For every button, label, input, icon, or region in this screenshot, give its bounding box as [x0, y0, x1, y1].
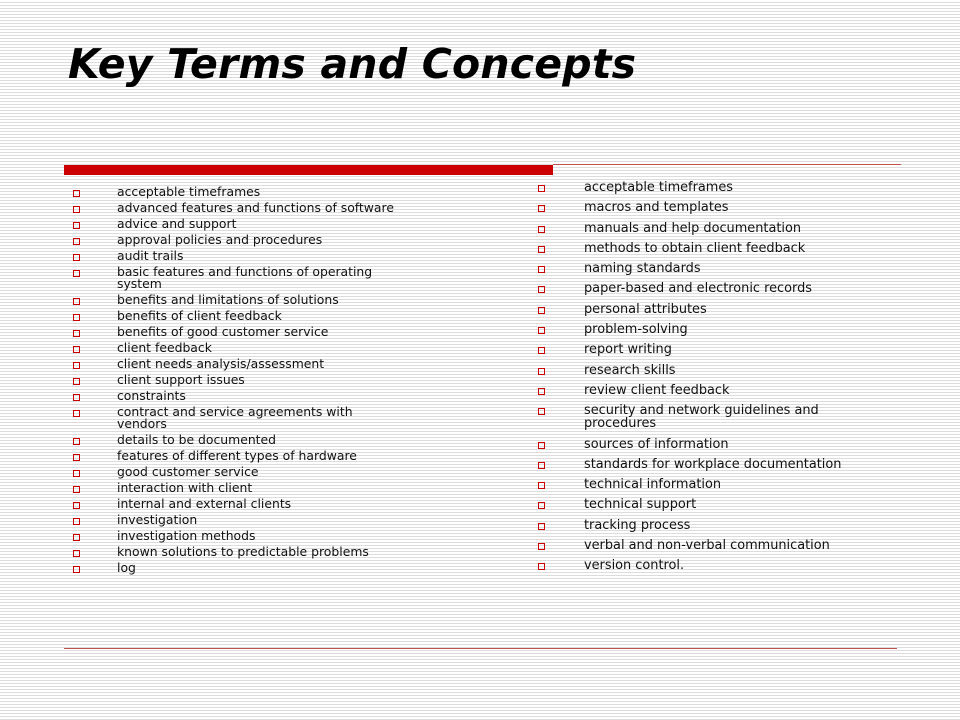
term-list-item	[70, 342, 405, 354]
term-text: approval policies and procedures	[117, 232, 323, 247]
term-text: standards for workplace documentation	[584, 456, 842, 472]
square-bullet-icon	[73, 238, 80, 245]
term-text: known solutions to predictable problems	[117, 544, 369, 559]
square-bullet-icon	[73, 566, 80, 573]
term-text: methods to obtain client feedback	[584, 240, 806, 256]
term-list-item	[536, 438, 881, 451]
square-bullet-icon	[538, 388, 545, 395]
term-list-item	[536, 384, 881, 397]
term-text: features of different types of hardware	[117, 448, 357, 463]
term-list-item	[70, 466, 405, 478]
square-bullet-icon	[73, 270, 80, 277]
term-text: details to be documented	[117, 432, 277, 447]
term-text: report writing	[584, 342, 672, 358]
term-list-item	[536, 343, 881, 356]
term-text: macros and templates	[584, 200, 729, 216]
square-bullet-icon	[73, 394, 80, 401]
term-list-item	[70, 310, 405, 322]
term-text: tracking process	[584, 517, 691, 533]
term-list-item	[70, 326, 405, 338]
square-bullet-icon	[538, 482, 545, 489]
term-list-item	[536, 404, 881, 430]
term-list-item	[536, 323, 881, 336]
term-list-item	[70, 202, 405, 214]
square-bullet-icon	[73, 190, 80, 197]
term-list-item	[70, 234, 405, 246]
square-bullet-icon	[73, 438, 80, 445]
square-bullet-icon	[73, 346, 80, 353]
square-bullet-icon	[538, 523, 545, 530]
square-bullet-icon	[538, 462, 545, 469]
term-list-item	[536, 303, 881, 316]
term-text: basic features and functions of operating system	[117, 264, 373, 291]
square-bullet-icon	[73, 254, 80, 261]
square-bullet-icon	[538, 266, 545, 273]
term-text: research skills	[584, 362, 676, 378]
slide-title: Key Terms and Concepts	[68, 40, 637, 88]
term-list-item	[70, 294, 405, 306]
square-bullet-icon	[538, 502, 545, 509]
square-bullet-icon	[538, 205, 545, 212]
square-bullet-icon	[73, 518, 80, 525]
square-bullet-icon	[73, 502, 80, 509]
term-text: acceptable timeframes	[584, 180, 733, 195]
square-bullet-icon	[538, 307, 545, 314]
square-bullet-icon	[538, 185, 545, 192]
term-text: verbal and non-verbal communication	[584, 538, 830, 554]
term-list-item	[536, 262, 881, 275]
term-list-item	[536, 478, 881, 491]
term-list-item	[536, 181, 881, 194]
term-list-item	[536, 519, 881, 532]
square-bullet-icon	[538, 442, 545, 449]
term-list-item	[536, 498, 881, 511]
term-text: client feedback	[117, 340, 212, 355]
square-bullet-icon	[538, 327, 545, 334]
term-list-item	[70, 482, 405, 494]
square-bullet-icon	[538, 246, 545, 253]
term-text: benefits and limitations of solutions	[117, 292, 339, 307]
term-list-item	[70, 218, 405, 230]
term-list-item	[70, 562, 405, 574]
term-text: advice and support	[117, 216, 237, 231]
term-list-item	[70, 358, 405, 370]
square-bullet-icon	[538, 408, 545, 415]
term-text: benefits of client feedback	[117, 308, 282, 323]
term-text: good customer service	[117, 464, 259, 479]
term-text: version control.	[584, 558, 685, 574]
term-text: paper-based and electronic records	[584, 281, 812, 297]
term-text: sources of information	[584, 436, 729, 452]
term-list-item	[70, 250, 405, 262]
square-bullet-icon	[538, 347, 545, 354]
term-text: interaction with client	[117, 480, 253, 495]
square-bullet-icon	[73, 222, 80, 229]
term-list-item	[536, 559, 881, 572]
term-text: investigation	[117, 512, 198, 527]
square-bullet-icon	[73, 470, 80, 477]
term-list-item	[70, 450, 405, 462]
term-list-item	[70, 514, 405, 526]
square-bullet-icon	[73, 314, 80, 321]
term-text: benefits of good customer service	[117, 324, 329, 339]
term-text: client support issues	[117, 372, 245, 387]
square-bullet-icon	[538, 286, 545, 293]
square-bullet-icon	[73, 534, 80, 541]
square-bullet-icon	[73, 486, 80, 493]
square-bullet-icon	[73, 362, 80, 369]
right-terms-list	[536, 181, 881, 580]
term-list-item	[70, 374, 405, 386]
term-text: acceptable timeframes	[117, 184, 261, 199]
square-bullet-icon	[538, 368, 545, 375]
term-text: internal and external clients	[117, 496, 292, 511]
term-list-item	[70, 546, 405, 558]
term-text: investigation methods	[117, 528, 256, 543]
term-text: technical information	[584, 477, 722, 493]
term-list-item	[536, 364, 881, 377]
square-bullet-icon	[73, 206, 80, 213]
term-text: contract and service agreements with vendors	[117, 404, 353, 431]
bottom-divider-line	[64, 648, 897, 649]
term-text: naming standards	[584, 261, 701, 277]
square-bullet-icon	[73, 298, 80, 305]
term-text: constraints	[117, 388, 186, 403]
term-text: log	[117, 560, 136, 575]
square-bullet-icon	[538, 563, 545, 570]
square-bullet-icon	[73, 454, 80, 461]
term-list-item	[536, 282, 881, 295]
term-text: problem-solving	[584, 322, 688, 338]
title-underline-bar	[64, 165, 553, 175]
term-list-item	[70, 406, 405, 430]
top-divider-line	[553, 164, 901, 165]
square-bullet-icon	[73, 410, 80, 417]
term-text: technical support	[584, 497, 697, 513]
term-text: personal attributes	[584, 301, 707, 317]
term-list-item	[70, 390, 405, 402]
square-bullet-icon	[538, 543, 545, 550]
square-bullet-icon	[73, 330, 80, 337]
term-list-item	[70, 498, 405, 510]
square-bullet-icon	[73, 550, 80, 557]
term-list-item	[536, 201, 881, 214]
term-list-item	[536, 458, 881, 471]
term-list-item	[536, 539, 881, 552]
term-text: security and network guidelines and procedures	[584, 403, 819, 432]
term-text: review client feedback	[584, 382, 730, 398]
term-text: advanced features and functions of software	[117, 200, 394, 215]
term-list-item	[70, 434, 405, 446]
term-text: client needs analysis/assessment	[117, 356, 325, 371]
left-terms-list	[70, 186, 405, 578]
square-bullet-icon	[73, 378, 80, 385]
term-list-item	[70, 530, 405, 542]
term-text: audit trails	[117, 248, 184, 263]
term-text: manuals and help documentation	[584, 220, 802, 236]
square-bullet-icon	[538, 226, 545, 233]
term-list-item	[70, 266, 405, 290]
term-list-item	[536, 222, 881, 235]
term-list-item	[536, 242, 881, 255]
term-list-item	[70, 186, 405, 198]
